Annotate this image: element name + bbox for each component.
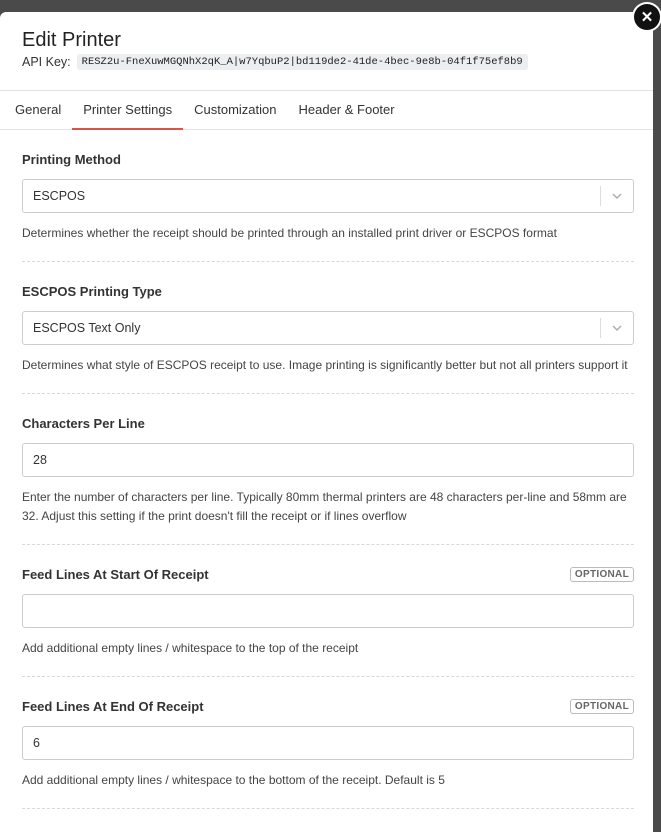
- feed-start-input[interactable]: [22, 594, 634, 628]
- escpos-type-select[interactable]: [22, 311, 634, 345]
- close-icon: ✕: [640, 8, 654, 26]
- close-button[interactable]: [634, 4, 660, 30]
- printing-method-help: Determines whether the receipt should be printed through an installed print driver or ESCPOS format: [22, 226, 557, 240]
- escpos-type-value: ESCPOS Text Only: [33, 321, 141, 335]
- feed-end-value: 6: [33, 736, 40, 750]
- tab-customization[interactable]: Customization: [194, 102, 277, 117]
- chars-per-line-input[interactable]: [22, 443, 634, 477]
- escpos-type-field: [22, 262, 634, 394]
- tab-general[interactable]: General: [15, 102, 62, 117]
- feed-start-help: Add additional empty lines / whitespace to the top of the receipt: [22, 641, 359, 655]
- tab-header-footer[interactable]: Header & Footer: [298, 102, 395, 117]
- printing-method-select[interactable]: [22, 179, 634, 213]
- feed-end-field: [22, 677, 634, 809]
- optional-badge: OPTIONAL: [570, 567, 634, 582]
- escpos-type-help: Determines what style of ESCPOS receipt to use. Image printing is significantly better but not all printers support it: [22, 358, 628, 372]
- feed-end-label: Feed Lines At End Of Receipt: [22, 698, 204, 714]
- chevron-down-icon: [600, 318, 633, 338]
- feed-start-field: [22, 545, 634, 677]
- api-key-label: API Key:: [22, 55, 71, 69]
- feed-start-label: Feed Lines At Start Of Receipt: [22, 566, 209, 582]
- feed-end-help: Add additional empty lines / whitespace to the bottom of the receipt. Default is 5: [22, 773, 445, 787]
- chars-per-line-help: Enter the number of characters per line. Typically 80mm thermal printers are 48 characters per-line and 58mm are 32. Adjust this setting if the print doesn't fill the receipt or if lines overflow: [22, 490, 627, 523]
- chars-per-line-field: [22, 394, 634, 545]
- modal-header: [0, 8, 654, 75]
- escpos-type-label: ESCPOS Printing Type: [22, 283, 162, 299]
- chars-per-line-value: 28: [33, 453, 47, 467]
- api-key-value[interactable]: RESZ2u-FneXuwMGQNhX2qK_A|w7YqbuP2|bd119de2-41de-4bec-9e8b-04f1f75ef8b9: [77, 54, 528, 70]
- printing-method-field: [22, 130, 634, 262]
- tab-printer-settings[interactable]: Printer Settings: [72, 91, 183, 129]
- tab-bar: [0, 90, 653, 130]
- edit-printer-modal: [0, 8, 654, 832]
- chevron-down-icon: [600, 186, 633, 206]
- modal-title: Edit Printer: [22, 29, 121, 51]
- chars-per-line-label: Characters Per Line: [22, 415, 145, 431]
- optional-badge: OPTIONAL: [570, 699, 634, 714]
- printing-method-value: ESCPOS: [33, 189, 86, 203]
- printer-settings-form: [22, 130, 634, 809]
- api-key-row: [22, 54, 631, 70]
- printing-method-label: Printing Method: [22, 151, 121, 167]
- feed-end-input[interactable]: [22, 726, 634, 760]
